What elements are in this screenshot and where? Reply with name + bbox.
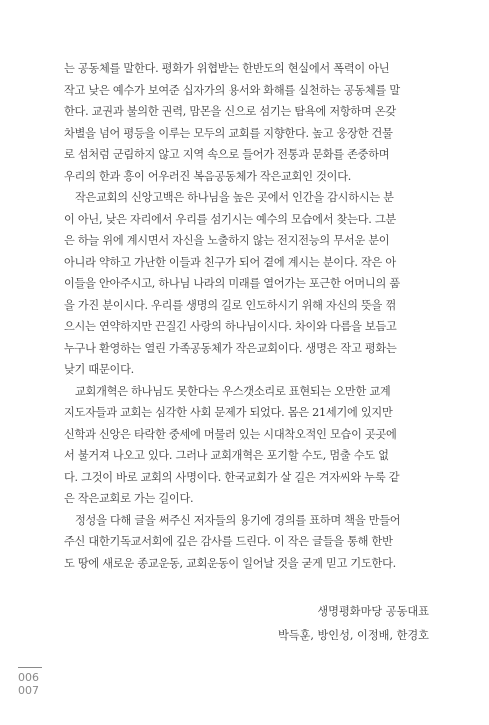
text-line: 은 하늘 위에 계시면서 자신을 노출하지 않는 전지전능의 무서운 분이: [64, 234, 390, 247]
text-line: 누구나 환영하는 열린 가족공동체가 작은교회이다. 생명은 작고 평화는: [64, 341, 397, 355]
text-line: 작은교회의 신앙고백은 하나님을 높은 곳에서 인간을 감시하시는 분: [75, 191, 394, 204]
text-line: 도 땅에 새로운 종교운동, 교회운동이 일어날 것을 굳게 믿고 기도한다.: [64, 556, 396, 570]
signature-names: 박득훈, 방인성, 이정배, 한경호: [277, 629, 429, 642]
text-line: 아니라 약하고 가난한 이들과 친구가 되어 곁에 계시는 분이다. 작은 아: [64, 255, 396, 269]
text-line: 교회개혁은 하나님도 못한다는 우스갯소리로 표현되는 오만한 교계: [75, 384, 391, 398]
page-number-left: 006: [18, 671, 39, 684]
text-line: 을 가진 분이시다. 우리를 생명의 길로 인도하시기 위해 자신의 뜻을 꺾: [64, 298, 396, 312]
signature-block: [278, 600, 429, 648]
paragraph-3: [64, 381, 430, 510]
page-number-right: 007: [18, 684, 39, 697]
text-line: 이 아닌, 낮은 자리에서 우리를 섬기시는 예수의 모습에서 찾는다. 그분: [64, 212, 396, 226]
text-line: 작고 낮은 예수가 보여준 십자가의 용서와 화해를 실천하는 공동체를 말: [64, 83, 400, 97]
paragraph-1: [64, 58, 430, 187]
text-line: 주신 대한기독교서회에 깊은 감사를 드린다. 이 작은 글들을 통해 한반: [64, 535, 393, 548]
text-line: 차별을 넘어 평등을 이루는 모두의 교회를 지향한다. 높고 웅장한 건물: [64, 126, 393, 140]
text-line: 는 공동체를 말한다. 평화가 위협받는 한반도의 현실에서 폭력이 아닌: [64, 62, 390, 75]
text-line: 로 섬처럼 군림하지 않고 지역 속으로 들어가 전통과 문화를 존중하며: [64, 148, 390, 161]
text-line: 서 불거져 나오고 있다. 그러나 교회개혁은 포기할 수도, 멈출 수도 없: [64, 449, 389, 462]
text-line: 우리의 한과 흥이 어우러진 복음공동체가 작은교회인 것이다.: [64, 169, 352, 183]
signature-organization: 생명평화마당 공동대표: [317, 605, 429, 618]
text-line: 다. 그것이 바로 교회의 사명이다. 한국교회가 살 길은 겨자씨와 누룩 같: [64, 470, 400, 484]
folio-rule: [18, 667, 42, 668]
body-text: [64, 58, 430, 574]
text-line: 으시는 연약하지만 끈질긴 사랑의 하나님이시다. 차이와 다름을 보듬고: [64, 320, 397, 333]
text-line: 한다. 교권과 불의한 권력, 맘몬을 신으로 섬기는 탐욕에 저항하며 온갖: [64, 105, 396, 118]
text-line: 은 작은교회로 가는 길이다.: [64, 492, 194, 505]
text-line: 이들을 안아주시고, 하나님 나라의 미래를 열어가는 포근한 어머니의 품: [64, 277, 400, 290]
page-folio: [18, 667, 42, 697]
text-line: 신학과 신앙은 타락한 중세에 머물러 있는 시대착오적인 모습이 곳곳에: [64, 427, 397, 441]
paragraph-2: [64, 187, 430, 381]
text-line: 낮기 때문이다.: [64, 363, 134, 376]
text-line: 정성을 다해 글을 써주신 저자들의 용기에 경의를 표하며 책을 만들어: [75, 513, 401, 527]
text-line: 지도자들과 교회는 심각한 사회 문제가 되었다. 몸은 21세기에 있지만: [64, 406, 393, 419]
paragraph-4: [64, 510, 430, 575]
